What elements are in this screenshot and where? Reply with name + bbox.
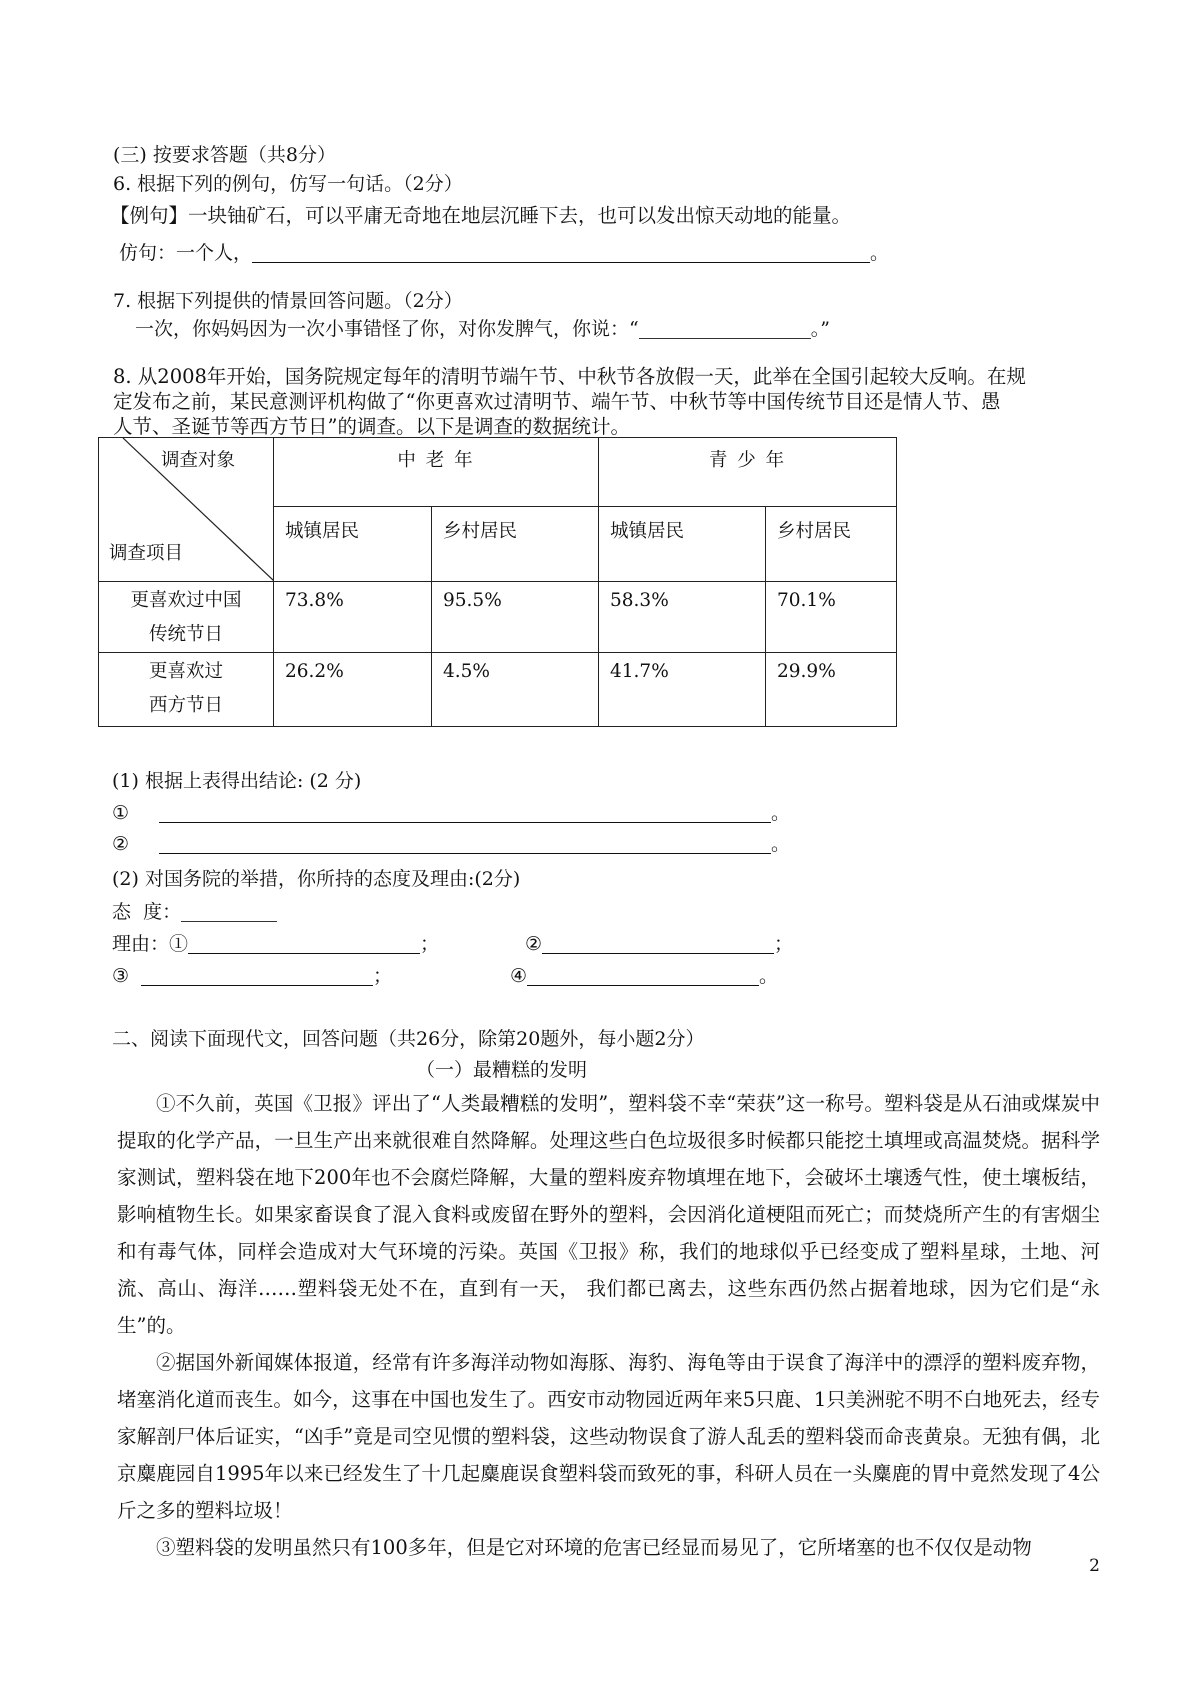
q6-example	[110, 203, 851, 229]
q8-text-line2: 定发布之前，某民意测评机构做了“你更喜欢过清明节、端午节、中秋节等中国传统节目还是情人节、愚	[113, 390, 1001, 413]
q8-part2-title: (2) 对国务院的举措，你所持的态度及理由:(2分)	[112, 868, 521, 890]
table-cell: 29.9%	[766, 653, 897, 727]
reason-row-3	[112, 963, 392, 989]
q7-scenario-text: 一次，你妈妈因为一次小事错怪了你，对你发脾气，你说：“	[135, 318, 639, 340]
q8-text-line1: 8. 从2008年开始，国务院规定每年的清明节端午节、中秋节各放假一天，此举在全国引起较大反响。在规	[113, 365, 1026, 388]
reason-row-4	[510, 963, 778, 989]
q7-scenario-end: 。”	[810, 318, 830, 340]
attitude-row	[112, 899, 277, 925]
article-body	[117, 1085, 1100, 1566]
reason-4-period: 。	[759, 965, 779, 987]
reason-4-line[interactable]	[527, 965, 759, 986]
reason-row-2	[525, 931, 793, 957]
table-cell: 73.8%	[274, 582, 432, 653]
section2-heading: 二、阅读下面现代文，回答问题（共26分，除第20题外，每小题2分）	[112, 1028, 705, 1050]
corner-bottom-label: 调查项目	[109, 543, 184, 564]
page-number: 2	[1089, 1556, 1100, 1576]
q6-title: 6. 根据下列的例句，仿写一句话。（2分）	[113, 173, 463, 195]
group-header-old: 中 老 年	[274, 438, 599, 507]
table-cell: 70.1%	[766, 582, 897, 653]
q7-title: 7. 根据下列提供的情景回答问题。（2分）	[113, 290, 463, 312]
reason-2-semicolon: ；	[774, 933, 794, 955]
example-text: 一块铀矿石，可以平庸无奇地在地层沉睡下去，也可以发出惊天动地的能量。	[188, 204, 852, 227]
reason-1-semicolon: ；	[420, 933, 440, 955]
row-label-line: 更喜欢过	[148, 661, 223, 682]
q6-imitation	[119, 240, 889, 266]
reason-3-semicolon: ；	[373, 965, 393, 987]
table-row	[99, 582, 897, 653]
reason-3-mark: ③	[112, 965, 130, 987]
table-cell: 4.5%	[432, 653, 599, 727]
q7-scenario	[135, 316, 830, 342]
reason-3-line[interactable]	[141, 965, 373, 986]
table-cell: 41.7%	[599, 653, 766, 727]
imitation-answer-line[interactable]	[252, 242, 870, 263]
section-heading: (三) 按要求答题（共8分）	[113, 144, 336, 166]
row-label	[99, 582, 274, 653]
conclusion-2-line[interactable]	[159, 833, 771, 854]
conclusion-2-mark: ②	[112, 833, 130, 855]
q7-answer-line[interactable]	[639, 318, 811, 339]
reason-row-1	[112, 931, 439, 957]
row-label	[99, 653, 274, 727]
imitation-prefix: 仿句：一个人，	[119, 242, 253, 264]
conclusion-1-mark: ①	[112, 802, 130, 824]
corner-top-label: 调查对象	[161, 450, 236, 471]
table-cell: 58.3%	[599, 582, 766, 653]
q8-part1-title: (1) 根据上表得出结论: (2 分)	[112, 770, 362, 792]
reason-1-line[interactable]	[188, 933, 420, 954]
reason-2-line[interactable]	[542, 933, 774, 954]
survey-table	[98, 437, 897, 727]
col-header: 乡村居民	[432, 507, 599, 582]
row-label-line: 传统节日	[148, 624, 223, 645]
reason-2-mark: ②	[525, 933, 543, 955]
col-header: 城镇居民	[599, 507, 766, 582]
article-paragraph: ②据国外新闻媒体报道，经常有许多海洋动物如海豚、海豹、海龟等由于误食了海洋中的漂浮的塑料废弃物，堵塞消化道而丧生。如今，这事在中国也发生了。西安市动物园近两年来5只鹿、1只美洲驼不明不白地死去，经专家解剖尸体后证实，“凶手”竟是司空见惯的塑料袋，这些动物误食了游人乱丢的塑料袋而命丧黄泉。无独有偶，北京麋鹿园自1995年以来已经发生了十几起麋鹿误食塑料袋而致死的事，科研人员在一头麋鹿的胃中竟然发现了4公斤之多的塑料垃圾！	[117, 1351, 1100, 1522]
conclusion-1-period: 。	[771, 802, 791, 824]
reason-4-mark: ④	[510, 965, 528, 987]
row-label-line: 更喜欢过中国	[130, 590, 242, 611]
conclusion-1	[112, 800, 790, 826]
imitation-end: 。	[870, 242, 890, 264]
col-header: 城镇居民	[274, 507, 432, 582]
table-cell: 95.5%	[432, 582, 599, 653]
article-paragraph: ①不久前，英国《卫报》评出了“人类最糟糕的发明”，塑料袋不幸“荣获”这一称号。塑料袋是从石油或煤炭中提取的化学产品，一旦生产出来就很难自然降解。处理这些白色垃圾很多时候都只能挖土填埋或高温焚烧。据科学家测试，塑料袋在地下200年也不会腐烂降解，大量的塑料废弃物填埋在地下，会破坏土壤透气性，使土壤板结，影响植物生长。如果家畜误食了混入食料或废留在野外的塑料，会因消化道梗阻而死亡；而焚烧所产生的有害烟尘和有毒气体，同样会造成对大气环境的污染。英国《卫报》称，我们的地球似乎已经变成了塑料星球，土地、河流、高山、海洋……塑料袋无处不在，直到有一天， 我们都已离去，这些东西仍然占据着地球，因为它们是“永生”的。	[117, 1092, 1100, 1337]
conclusion-2	[112, 831, 790, 857]
article-paragraph: ③塑料袋的发明虽然只有100多年，但是它对环境的危害已经显而易见了，它所堵塞的也不仅仅是动物	[156, 1536, 1032, 1559]
conclusion-1-line[interactable]	[159, 802, 771, 823]
q8-text-line3: 人节、圣诞节等西方节日”的调查。以下是调查的数据统计。	[113, 415, 630, 438]
table-corner-cell	[99, 438, 274, 582]
table-row	[99, 653, 897, 727]
row-label-line: 西方节日	[148, 695, 223, 716]
group-header-young: 青 少 年	[599, 438, 897, 507]
article-title: （一）最糟糕的发明	[416, 1059, 588, 1081]
attitude-line[interactable]	[181, 901, 277, 922]
col-header: 乡村居民	[766, 507, 897, 582]
example-tag: 【例句】	[110, 204, 189, 227]
table-cell: 26.2%	[274, 653, 432, 727]
conclusion-2-period: 。	[771, 833, 791, 855]
reason-label: 理由：①	[112, 933, 189, 955]
attitude-label: 态 度：	[112, 901, 182, 923]
